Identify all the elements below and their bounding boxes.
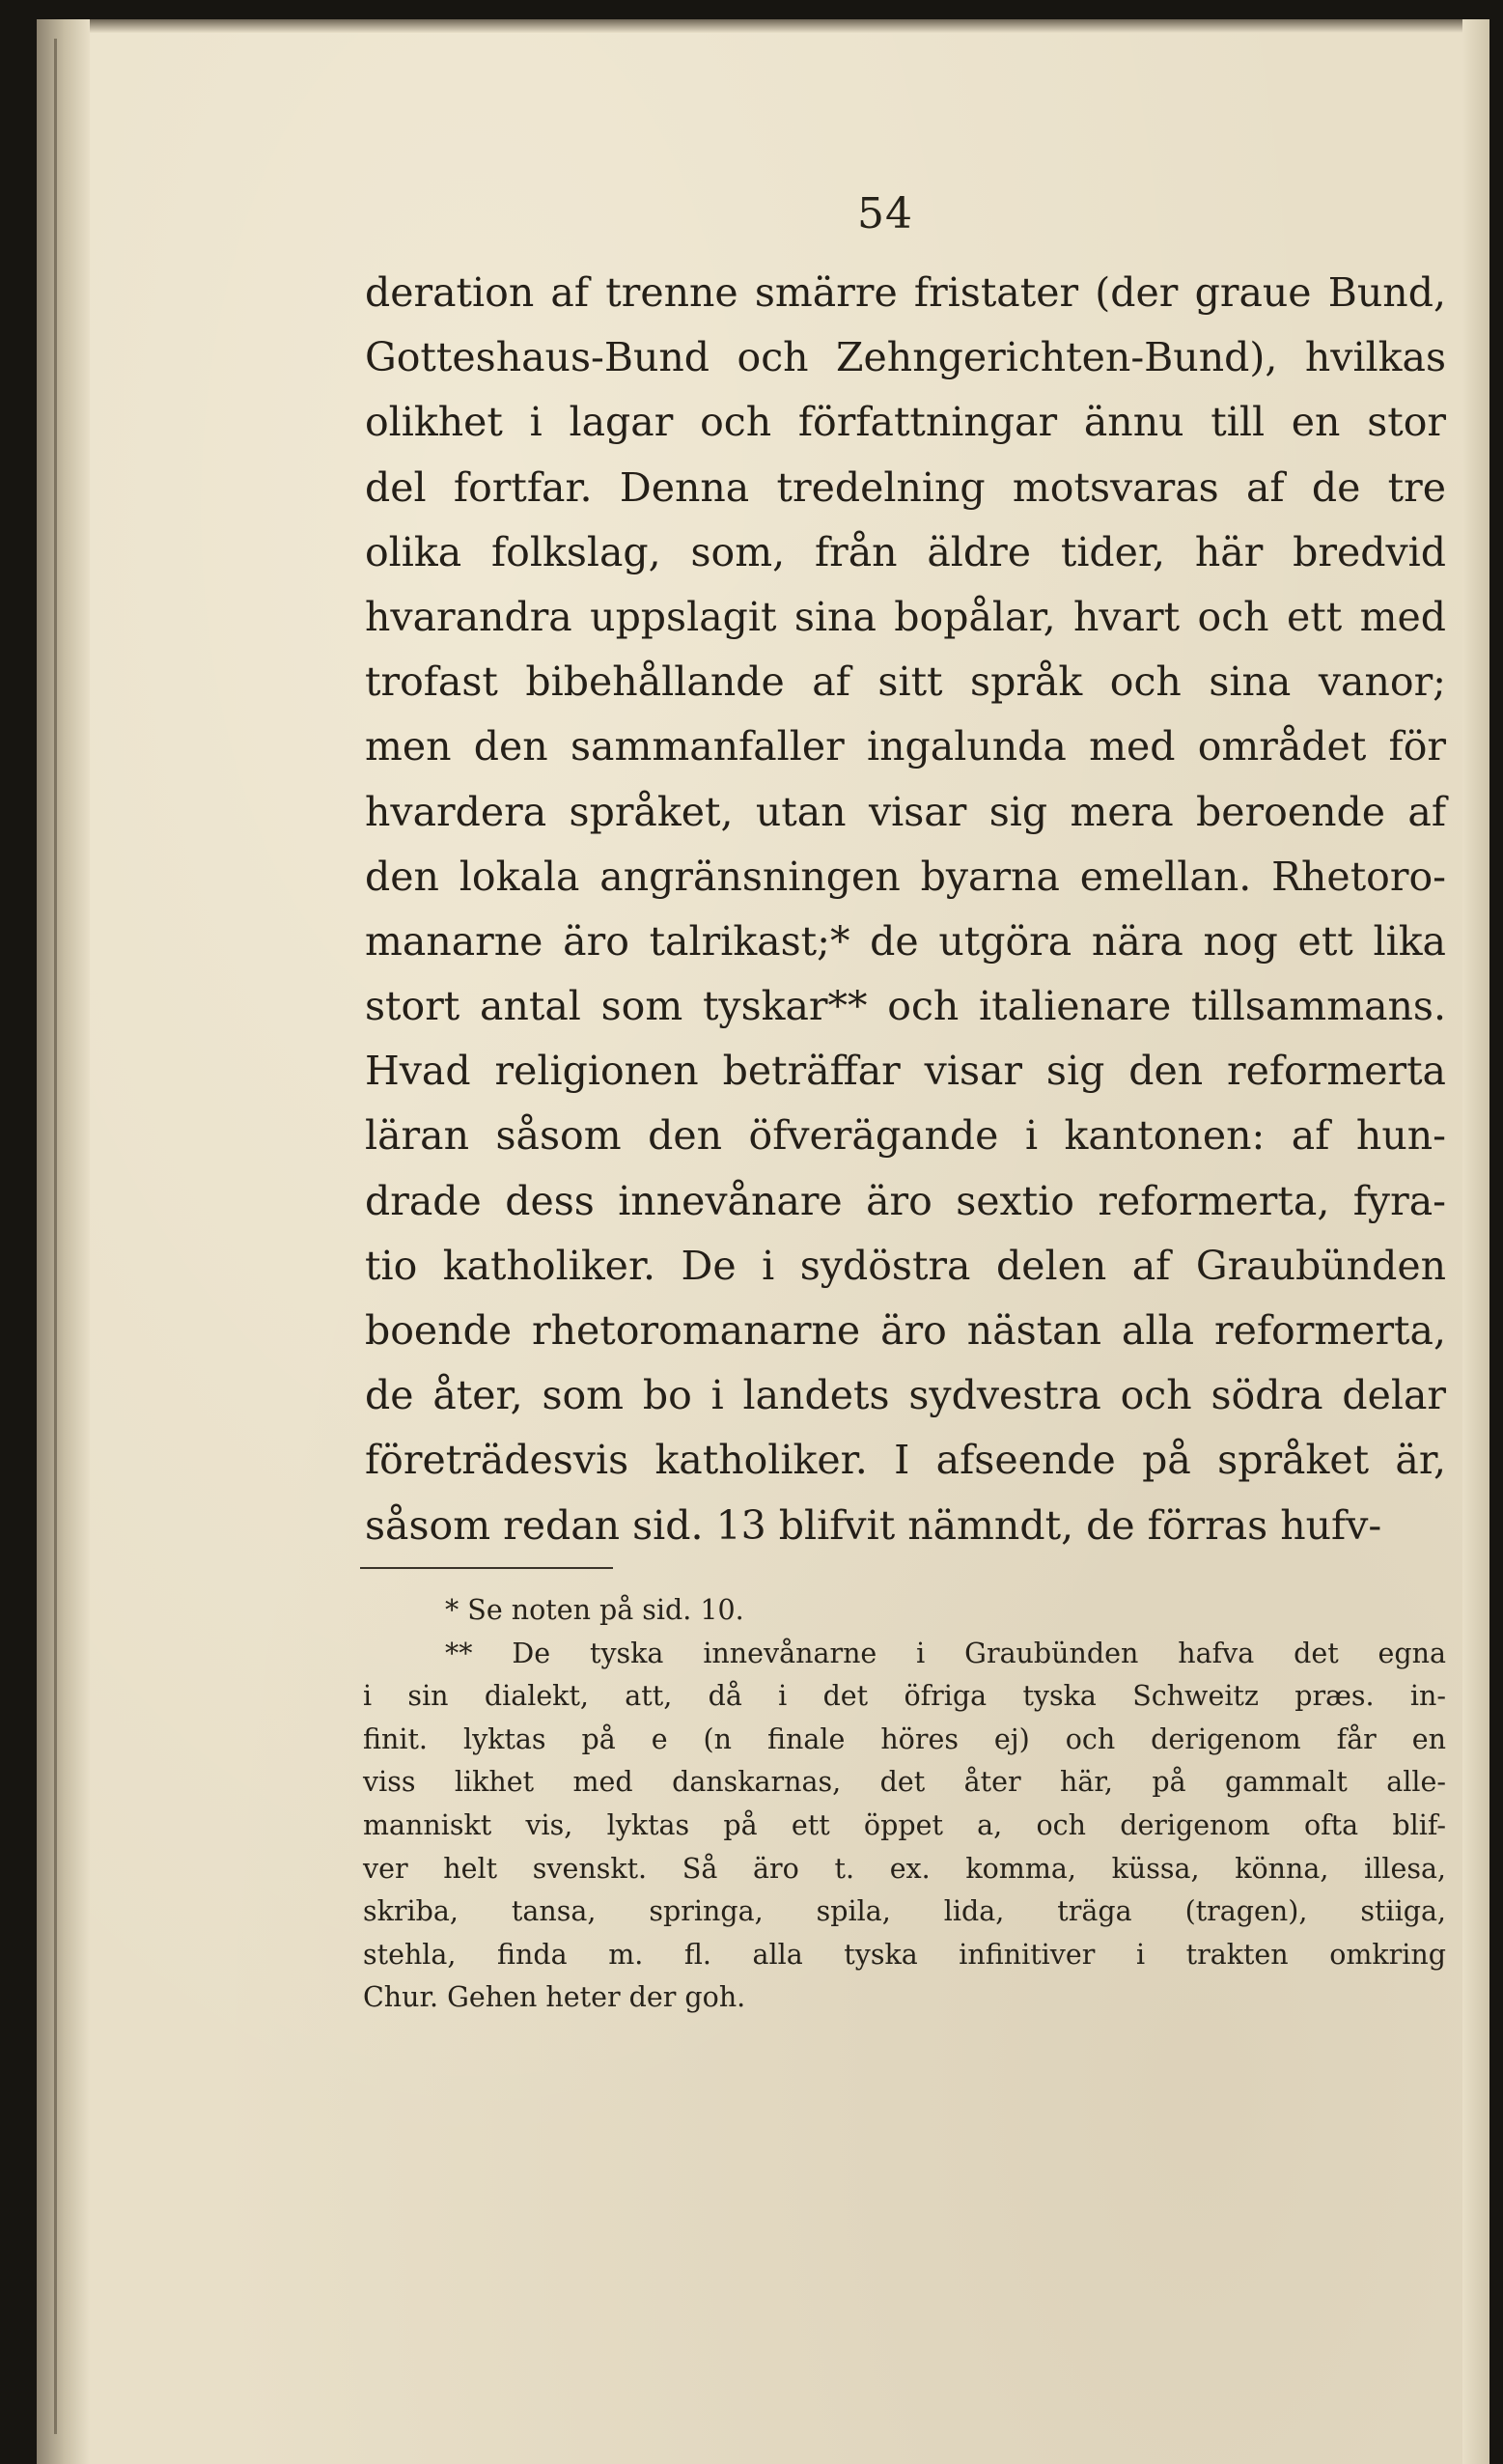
page-gutter <box>37 19 90 2464</box>
text-line: men den sammanfaller ingalunda med området för <box>365 723 1446 770</box>
text-line: läran såsom den öfverägande i kantonen: af hun- <box>365 1112 1446 1160</box>
text-line: företrädesvis katholiker. I afseende på språket är, <box>365 1437 1446 1484</box>
page-number: 54 <box>857 189 913 238</box>
footnote-line: viss likhet med danskarnas, det åter här, på gammalt alle- <box>363 1766 1446 1799</box>
body-paragraph <box>365 261 1446 1558</box>
text-line: de åter, som bo i landets sydvestra och södra delar <box>365 1372 1446 1419</box>
footnote-line: finit. lyktas på e (n finale höres ej) och derigenom får en <box>363 1722 1446 1755</box>
footnote-line: stehla, finda m. fl. alla tyska infinitiver i trakten omkring <box>363 1938 1446 1971</box>
text-line: tio katholiker. De i sydöstra delen af Graubünden <box>365 1242 1446 1289</box>
text-line: Hvad religionen beträffar visar sig den reformerta <box>365 1048 1446 1095</box>
text-line: stort antal som tyskar** och italienare tillsammans. <box>365 983 1446 1030</box>
text-line: hvarandra uppslagit sina bopålar, hvart och ett med <box>365 593 1446 640</box>
text-line: den lokala angränsningen byarna emellan. Rhetoro- <box>365 853 1446 900</box>
text-line: Gotteshaus-Bund och Zehngerichten-Bund), hvilkas <box>365 334 1446 381</box>
text-line: såsom redan sid. 13 blifvit nämndt, de förras hufv- <box>365 1501 1382 1549</box>
text-line: boende rhetoromanarne äro nästan alla reformerta, <box>365 1307 1446 1354</box>
text-line: manarne äro talrikast;* de utgöra nära nog ett lika <box>365 917 1446 965</box>
footnote-separator <box>360 1567 613 1569</box>
text-line: del fortfar. Denna tredelning motsvaras af de tre <box>365 463 1446 511</box>
footnote-line: ** De tyska innevånarne i Graubünden hafva det egna <box>445 1637 1446 1669</box>
text-line: drade dess innevånare äro sextio reformerta, fyra- <box>365 1177 1446 1224</box>
page-right-edge <box>1462 19 1489 2464</box>
footnote-line: ver helt svenskt. Så äro t. ex. komma, küssa, könna, illesa, <box>363 1852 1446 1885</box>
text-line: hvardera språket, utan visar sig mera beroende af <box>365 788 1446 835</box>
text-line: trofast bibehållande af sitt språk och sina vanor; <box>365 658 1446 706</box>
footnote-line: manniskt vis, lyktas på ett öppet a, och derigenom ofta blif- <box>363 1808 1446 1841</box>
page-top-edge <box>37 19 1489 33</box>
footnote-line: * Se noten på sid. 10. <box>445 1594 744 1626</box>
footnotes <box>363 1589 1446 2020</box>
text-line: olikhet i lagar och författningar ännu till en stor <box>365 399 1446 446</box>
binding-line <box>54 39 57 2434</box>
text-line: olika folkslag, som, från äldre tider, här bredvid <box>365 528 1446 575</box>
footnote-line: skriba, tansa, springa, spila, lida, träga (tragen), stiiga, <box>363 1895 1446 1928</box>
text-line: deration af trenne smärre fristater (der graue Bund, <box>365 269 1446 316</box>
footnote-line: Chur. Gehen heter der goh. <box>363 1981 746 2014</box>
footnote-line: i sin dialekt, att, då i det öfriga tyska Schweitz præs. in- <box>363 1680 1446 1713</box>
